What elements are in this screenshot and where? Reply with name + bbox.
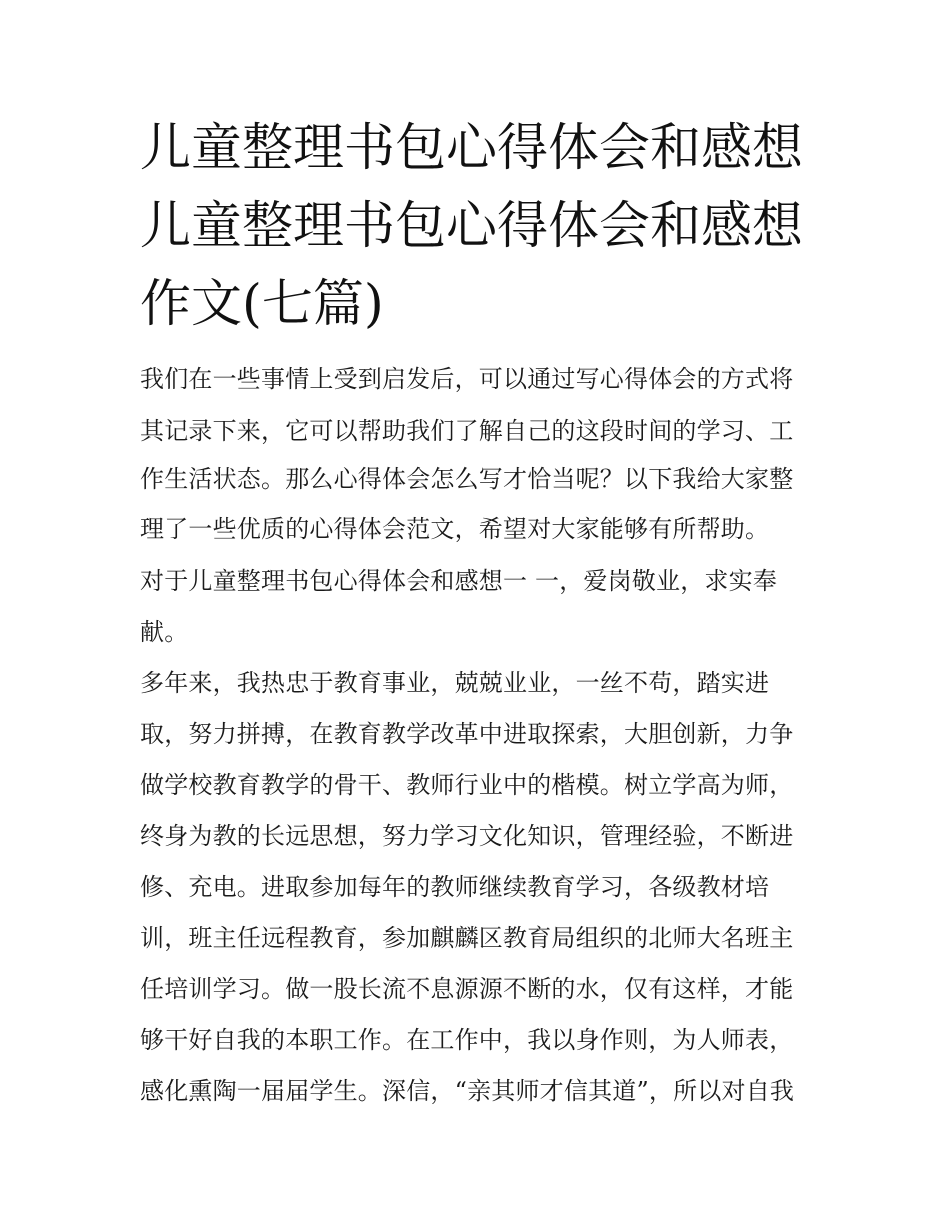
document-title-line-3: 作文(七篇) [140,275,384,334]
body-text-line: 够干好自我的本职工作。在工作中，我以身作则，为人师表， [140,1026,794,1054]
document-title-line-2: 儿童整理书包心得体会和感想 [140,197,804,256]
body-text-line: 献。 [140,618,189,646]
body-text-line: 作生活状态。那么心得体会怎么写才恰当呢？以下我给大家整 [140,465,794,493]
body-text-line: 做学校教育教学的骨干、教师行业中的楷模。树立学高为师， [140,771,794,799]
body-text-line: 任培训学习。做一股长流不息源源不断的水，仅有这样，才能 [140,975,794,1003]
document-title-line-1: 儿童整理书包心得体会和感想 [140,119,804,178]
body-text-line: 我们在一些事情上受到启发后，可以通过写心得体会的方式将 [140,365,794,393]
body-text-line: 多年来，我热忠于教育事业，兢兢业业，一丝不苟，踏实进 [140,669,770,697]
body-text-line: 感化熏陶一届届学生。深信，“亲其师才信其道”，所以对自我 [140,1077,795,1105]
body-text-line: 终身为教的长远思想，努力学习文化知识，管理经验，不断进 [140,822,794,850]
body-text-line: 其记录下来，它可以帮助我们了解自己的这段时间的学习、工 [140,417,794,445]
body-text-line: 训，班主任远程教育，参加麒麟区教育局组织的北师大名班主 [140,924,794,952]
body-text-line: 理了一些优质的心得体会范文，希望对大家能够有所帮助。 [140,515,770,543]
body-text-line: 对于儿童整理书包心得体会和感想一 一，爱岗敬业，求实奉 [140,567,778,595]
body-text-line: 修、充电。进取参加每年的教师继续教育学习，各级教材培 [140,873,770,901]
body-text-line: 取，努力拼搏，在教育教学改革中进取探索，大胆创新，力争 [140,720,794,748]
